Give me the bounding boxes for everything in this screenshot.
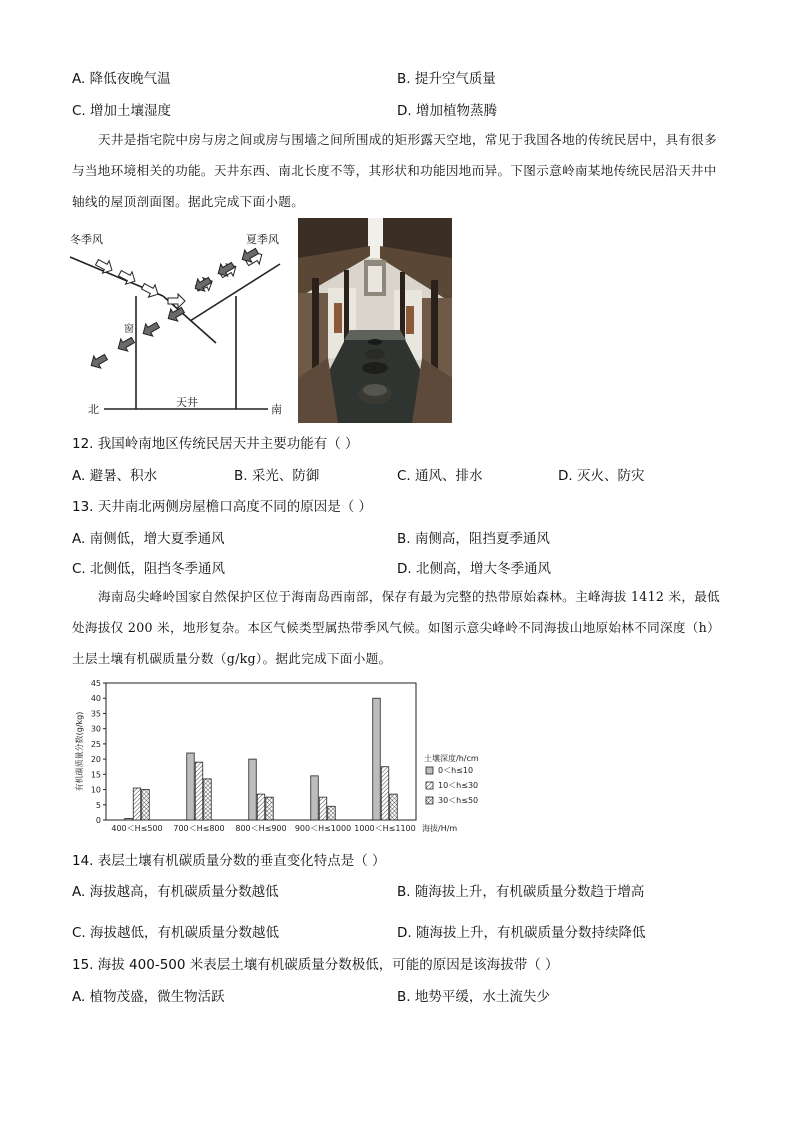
- q14-stem: 14. 表层土壤有机碳质量分数的垂直变化特点是（ ）: [72, 853, 386, 869]
- q12-option-c: C. 通风、排水: [397, 468, 483, 484]
- y-tick-label: 15: [90, 770, 101, 780]
- q13-option-c: C. 北侧低，阻挡冬季通风: [72, 561, 226, 577]
- q12-stem: 12. 我国岭南地区传统民居天井主要功能有（ ）: [72, 436, 359, 452]
- q14-option-c: C. 海拔越低，有机碳质量分数越低: [72, 925, 280, 941]
- bar: [133, 788, 141, 820]
- q11-option-c: C. 增加土壤湿度: [72, 103, 172, 119]
- bar: [125, 818, 133, 820]
- courtyard-photo: [298, 218, 452, 423]
- bar: [187, 753, 195, 820]
- winter-arrow-4-icon: [168, 294, 185, 308]
- q15-option-b: B. 地势平缓，水土流失少: [397, 989, 550, 1005]
- bar: [390, 794, 398, 820]
- legend-swatch: [426, 782, 433, 789]
- north-label: 北: [88, 403, 99, 416]
- q11-option-b: B. 提升空气质量: [397, 71, 496, 87]
- x-tick-label: 400＜H≤500: [111, 824, 163, 833]
- legend-label: 0＜h≤10: [438, 766, 474, 775]
- x-tick-label: 900＜H≤1000: [294, 824, 352, 833]
- summer-arrow-6-icon: [115, 334, 137, 355]
- q14-option-d: D. 随海拔上升，有机碳质量分数持续降低: [397, 925, 646, 941]
- legend-label: 30＜h≤50: [438, 796, 479, 805]
- south-roof-line: [190, 264, 280, 321]
- q13-option-a: A. 南侧低，增大夏季通风: [72, 531, 225, 547]
- bar: [195, 762, 203, 820]
- south-label: 南: [271, 403, 282, 416]
- y-tick-label: 40: [90, 694, 101, 704]
- bar: [328, 806, 336, 820]
- y-tick-label: 30: [90, 724, 101, 734]
- y-tick-label: 10: [90, 785, 101, 795]
- summer-wind-arrows: [88, 245, 261, 372]
- summer-wind-label: 夏季风: [246, 233, 279, 246]
- courtyard-label: 天井: [176, 396, 198, 409]
- legend-label: 10＜h≤30: [438, 781, 479, 790]
- q13-stem: 13. 天井南北两侧房屋檐口高度不同的原因是（ ）: [72, 499, 373, 515]
- bar: [381, 767, 389, 820]
- bar: [311, 776, 319, 820]
- q13-option-d: D. 北侧高，增大冬季通风: [397, 561, 551, 577]
- q11-option-d: D. 增加植物蒸腾: [397, 103, 497, 119]
- q12-option-d: D. 灭火、防灾: [558, 468, 645, 484]
- bar: [266, 797, 274, 820]
- legend-title: 土壤深度/h/cm: [424, 754, 479, 763]
- x-tick-label: 1000＜H≤1100: [354, 824, 416, 833]
- y-tick-label: 35: [90, 709, 101, 719]
- q14-option-b: B. 随海拔上升，有机碳质量分数趋于增高: [397, 884, 645, 900]
- passage-courtyard: 天井是指宅院中房与房之间或房与围墙之间所围成的矩形露天空地，常见于我国各地的传统民居中，具有很多与当地环境相关的功能。天井东西、南北长度不等，其形状和功能因地而异。下图示意岭南某地传统民居沿天井中轴线的屋顶剖面图。据此完成下面小题。: [72, 132, 717, 209]
- q13-option-b: B. 南侧高，阻挡夏季通风: [397, 531, 550, 547]
- bar: [249, 759, 257, 820]
- x-tick-label: 800＜H≤900: [235, 824, 287, 833]
- bar: [319, 797, 327, 820]
- y-tick-label: 20: [90, 755, 101, 765]
- y-axis-label: 有机碳质量分数(g/kg): [75, 711, 84, 792]
- winter-wind-label: 冬季风: [70, 233, 103, 246]
- soil-carbon-chart: [70, 677, 490, 837]
- q15-stem: 15. 海拔 400-500 米表层土壤有机碳质量分数极低，可能的原因是该海拔带（ ）: [72, 957, 559, 973]
- x-tick-label: 700＜H≤800: [173, 824, 225, 833]
- y-tick-label: 25: [90, 739, 101, 749]
- q12-option-a: A. 避暑、积水: [72, 468, 158, 484]
- winter-arrow-3-icon: [140, 280, 162, 300]
- legend-swatch: [426, 797, 433, 804]
- y-tick-label: 45: [90, 679, 101, 688]
- winter-arrow-1-icon: [94, 256, 116, 276]
- window-label: 窗: [124, 324, 134, 335]
- q14-option-a: A. 海拔越高，有机碳质量分数越低: [72, 884, 279, 900]
- q12-option-b: B. 采光、防御: [234, 468, 320, 484]
- summer-arrow-5-icon: [140, 319, 162, 340]
- q11-option-a: A. 降低夜晚气温: [72, 71, 171, 87]
- bar: [373, 698, 381, 820]
- bar: [142, 790, 150, 820]
- y-tick-label: 5: [95, 800, 101, 810]
- summer-arrow-7-icon: [88, 351, 110, 372]
- passage-jianfengling: 海南岛尖峰岭国家自然保护区位于海南岛西南部，保存有最为完整的热带原始森林。主峰海拔 1412 米，最低处海拔仅 200 米，地形复杂。本区气候类型属热带季风气候。如图示意尖峰岭不同海拔山地原始林不同深度（h）土层土壤有机碳质量分数（g/kg）。据此完成下面小题。: [72, 589, 721, 666]
- bar: [204, 779, 212, 820]
- legend-swatch: [426, 767, 433, 774]
- x-axis-label: 海拔/H/m: [422, 824, 458, 833]
- courtyard-roof-diagram: [66, 226, 291, 422]
- y-tick-label: 0: [95, 816, 101, 825]
- bar: [257, 794, 265, 820]
- q15-option-a: A. 植物茂盛，微生物活跃: [72, 989, 225, 1005]
